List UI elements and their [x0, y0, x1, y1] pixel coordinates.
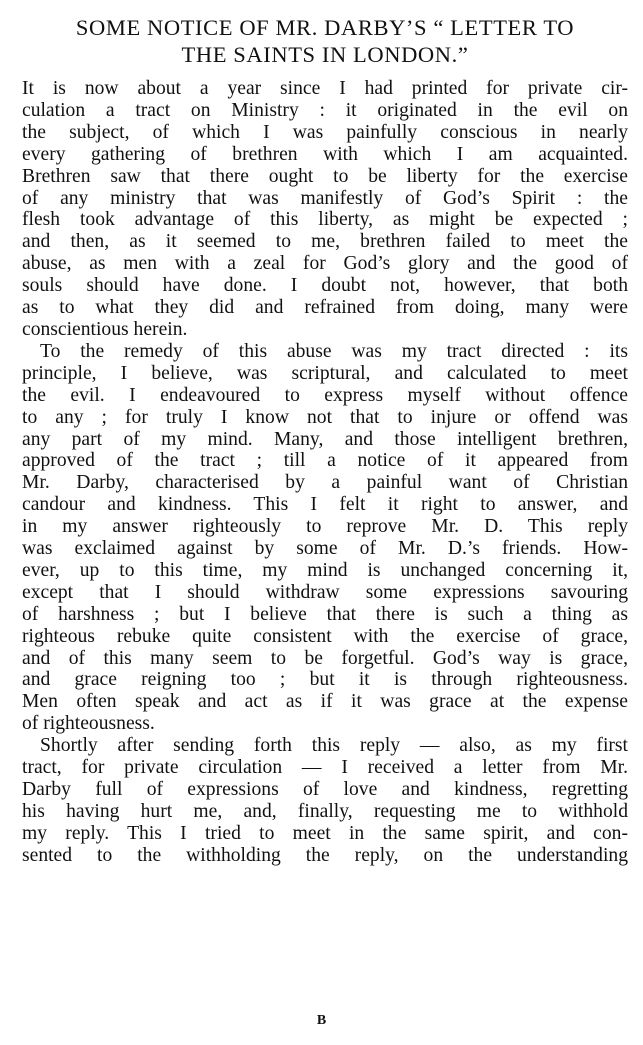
text-line: principle, I believe, was scriptural, and calculated to meet	[22, 362, 628, 384]
text-line: righteous rebuke quite consistent with the exercise of grace,	[22, 625, 628, 647]
text-line: in my answer righteously to reprove Mr. D. This reply	[22, 516, 628, 538]
text-line: souls should have done. I doubt not, however, that both	[22, 275, 628, 297]
text-line: to any ; for truly I know not that to injure or offend was	[22, 406, 628, 428]
text-line: as to what they did and refrained from doing, many were	[22, 297, 628, 319]
paragraph-1	[22, 78, 628, 341]
document-title	[22, 14, 628, 68]
text-line: except that I should withdraw some expressions savouring	[22, 581, 628, 603]
text-line: and of this many seem to be forgetful. God’s way is grace,	[22, 647, 628, 669]
text-line: and grace reigning too ; but it is through righteousness.	[22, 669, 628, 691]
text-line: his having hurt me, and, finally, requesting me to withhold	[22, 800, 628, 822]
text-line: Men often speak and act as if it was grace at the expense	[22, 691, 628, 713]
text-line: every gathering of brethren with which I am acquainted.	[22, 143, 628, 165]
text-line: To the remedy of this abuse was my tract directed : its	[40, 340, 628, 362]
text-line: Mr. Darby, characterised by a painful want of Christian	[22, 472, 628, 494]
text-line: Brethren saw that there ought to be liberty for the exercise	[22, 165, 628, 187]
text-line: the subject, of which I was painfully conscious in nearly	[22, 121, 628, 143]
text-line: the evil. I endeavoured to express myself without offence	[22, 384, 628, 406]
text-line: approved of the tract ; till a notice of it appeared from	[22, 450, 628, 472]
text-line: Shortly after sending forth this reply — also, as my first	[40, 735, 628, 757]
text-line: my reply. This I tried to meet in the same spirit, and con-	[22, 822, 628, 844]
text-line: abuse, as men with a zeal for God’s glory and the good of	[22, 253, 628, 275]
text-line: tract, for private circulation — I received a letter from Mr.	[22, 757, 628, 779]
text-line: candour and kindness. This I felt it right to answer, and	[22, 494, 628, 516]
text-line: Darby full of expressions of love and kindness, regretting	[22, 779, 628, 800]
title-line-2: THE SAINTS IN LONDON.”	[181, 42, 469, 67]
document-page	[22, 14, 628, 867]
text-line: of righteousness.	[22, 713, 155, 735]
text-line: any part of my mind. Many, and those intelligent brethren,	[22, 428, 628, 450]
text-line: It is now about a year since I had printed for private cir-	[22, 78, 628, 99]
text-line: flesh took advantage of this liberty, as might be expected ;	[22, 209, 628, 231]
text-line: of any ministry that was manifestly of God’s Spirit : the	[22, 187, 628, 209]
text-line: culation a tract on Ministry : it originated in the evil on	[22, 99, 628, 121]
text-line: conscientious herein.	[22, 318, 188, 340]
text-line: was exclaimed against by some of Mr. D.’s friends. How-	[22, 538, 628, 560]
text-line: and then, as it seemed to me, brethren failed to meet the	[22, 231, 628, 253]
paragraph-3	[22, 735, 628, 866]
text-line: sented to the withholding the reply, on the understanding	[22, 844, 628, 866]
signature-mark: B	[316, 1013, 327, 1028]
title-line-1: SOME NOTICE OF MR. DARBY’S “ LETTER TO	[75, 15, 575, 40]
text-line: ever, up to this time, my mind is unchanged concerning it,	[22, 559, 628, 581]
text-line: of harshness ; but I believe that there is such a thing as	[22, 603, 628, 625]
paragraph-2	[22, 341, 628, 735]
